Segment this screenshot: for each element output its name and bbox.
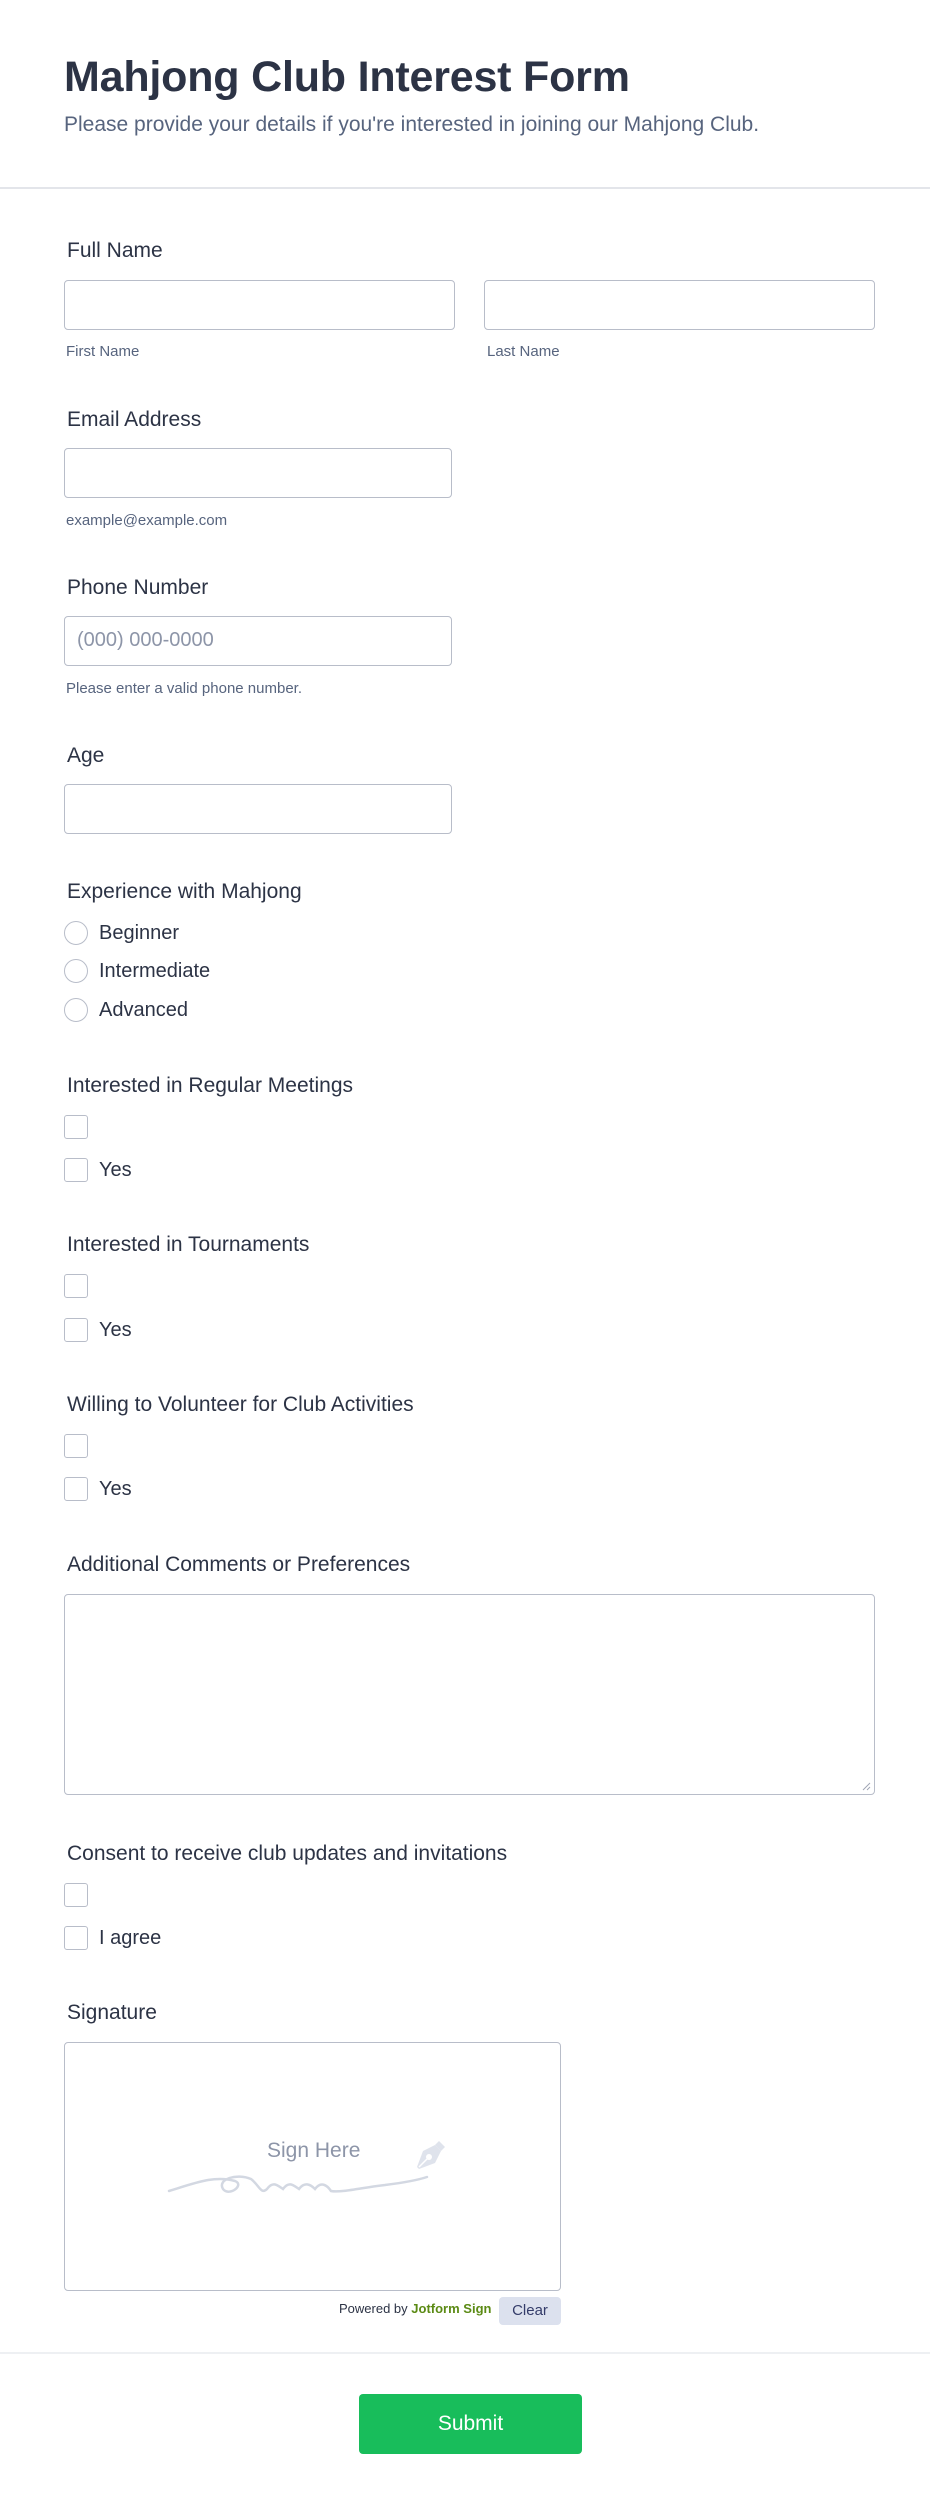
email-field <box>64 407 201 433</box>
option-label: Beginner <box>99 921 180 944</box>
signature-clear-button[interactable]: Clear <box>499 2297 561 2325</box>
comments-label: Additional Comments or Preferences <box>67 1553 411 1576</box>
option-label: I agree <box>99 1926 162 1949</box>
last-name-input[interactable] <box>484 280 875 330</box>
signature-pad[interactable] <box>64 2042 561 2291</box>
experience-label: Experience with Mahjong <box>67 880 302 903</box>
experience-option-beginner[interactable] <box>64 921 179 945</box>
checkbox[interactable] <box>64 1274 88 1298</box>
consent-label: Consent to receive club updates and invitations <box>67 1842 508 1865</box>
checkbox[interactable] <box>64 1115 88 1139</box>
experience-option-advanced[interactable] <box>64 998 188 1022</box>
checkbox[interactable] <box>64 1477 88 1501</box>
submit-button[interactable]: Submit <box>359 2394 582 2454</box>
phone-field <box>64 575 208 601</box>
tournaments-field <box>64 1232 309 1258</box>
option-label: Yes <box>99 1318 132 1341</box>
tournaments-option-blank[interactable] <box>64 1274 99 1298</box>
age-input[interactable] <box>64 784 452 834</box>
age-field <box>64 743 104 769</box>
phone-input[interactable] <box>64 616 452 666</box>
resize-grip-icon[interactable] <box>862 1782 871 1791</box>
form-header <box>0 0 930 189</box>
checkbox[interactable] <box>64 1158 88 1182</box>
form-subtitle: Please provide your details if you're interested in joining our Mahjong Club. <box>64 113 760 136</box>
first-name-input[interactable] <box>64 280 455 330</box>
option-label: Yes <box>99 1158 132 1181</box>
volunteer-field <box>64 1392 414 1418</box>
consent-option-blank[interactable] <box>64 1883 99 1907</box>
form-title: Mahjong Club Interest Form <box>64 53 630 101</box>
checkbox[interactable] <box>64 1318 88 1342</box>
checkbox[interactable] <box>64 1926 88 1950</box>
full-name-label: Full Name <box>67 239 163 262</box>
jotform-sign-brand: Jotform Sign <box>411 2301 492 2316</box>
experience-field <box>64 879 302 905</box>
age-label: Age <box>67 744 105 767</box>
pen-nib-icon <box>409 2137 449 2177</box>
signature-label: Signature <box>67 2001 157 2024</box>
comments-field <box>64 1552 410 1578</box>
option-label: Yes <box>99 1477 132 1500</box>
first-name-sublabel: First Name <box>66 343 140 360</box>
checkbox[interactable] <box>64 1883 88 1907</box>
consent-field <box>64 1841 507 1867</box>
email-input[interactable] <box>64 448 452 498</box>
comments-textarea[interactable] <box>64 1594 875 1795</box>
email-sublabel: example@example.com <box>66 512 228 529</box>
regular-meetings-option-blank[interactable] <box>64 1115 99 1139</box>
email-label: Email Address <box>67 408 202 431</box>
tournaments-label: Interested in Tournaments <box>67 1233 310 1256</box>
sign-here-placeholder: Sign Here <box>267 2139 361 2162</box>
regular-meetings-label: Interested in Regular Meetings <box>67 1074 353 1097</box>
phone-sublabel: Please enter a valid phone number. <box>66 680 302 697</box>
regular-meetings-field <box>64 1073 353 1099</box>
volunteer-option-blank[interactable] <box>64 1434 99 1458</box>
phone-placeholder: (000) 000-0000 <box>77 629 214 651</box>
powered-by-text: Powered by Jotform Sign <box>339 2301 492 2316</box>
consent-option-agree[interactable] <box>64 1926 161 1950</box>
radio-button[interactable] <box>64 998 88 1022</box>
last-name-sublabel: Last Name <box>487 343 560 360</box>
full-name-field <box>64 238 163 264</box>
experience-option-intermediate[interactable] <box>64 959 210 983</box>
phone-label: Phone Number <box>67 576 209 599</box>
radio-button[interactable] <box>64 959 88 983</box>
radio-button[interactable] <box>64 921 88 945</box>
regular-meetings-option-yes[interactable] <box>64 1158 132 1182</box>
volunteer-option-yes[interactable] <box>64 1477 132 1501</box>
option-label: Advanced <box>99 998 188 1021</box>
signature-field <box>64 2000 157 2026</box>
tournaments-option-yes[interactable] <box>64 1318 132 1342</box>
volunteer-label: Willing to Volunteer for Club Activities <box>67 1393 414 1416</box>
option-label: Intermediate <box>99 959 211 982</box>
form-footer <box>0 2352 930 2502</box>
checkbox[interactable] <box>64 1434 88 1458</box>
